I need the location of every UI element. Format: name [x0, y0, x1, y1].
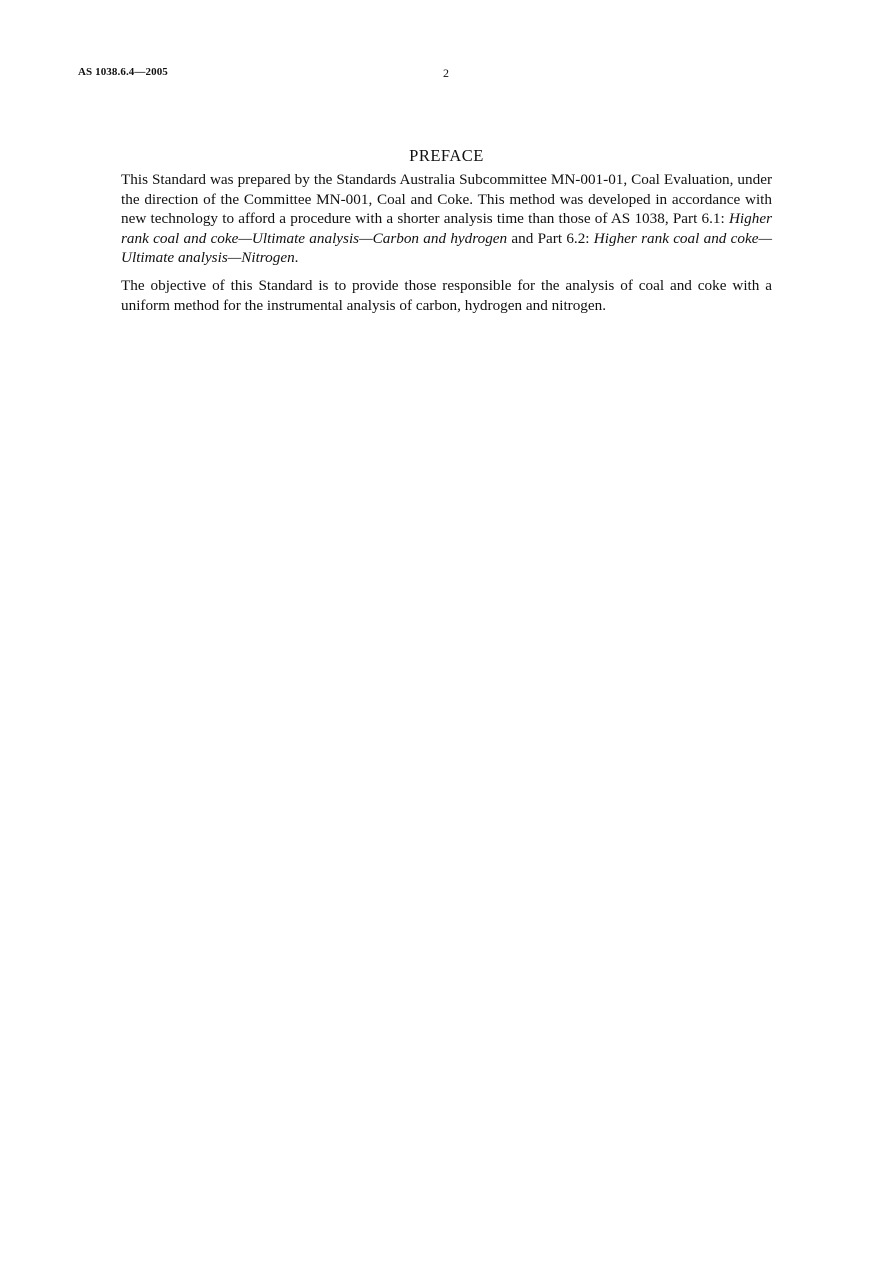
- page-number: 2: [443, 66, 449, 80]
- paragraph-1-italic-title-1: Higher rank coal and coke—Ultimate analysis—Carbon and hydrogen: [121, 210, 772, 247]
- preface-section: [121, 146, 772, 323]
- paragraph-1-text-b: and Part 6.2:: [507, 229, 594, 247]
- paragraph-1-italic-title-2: Higher rank coal and coke—Ultimate analysis—Nitrogen: [121, 229, 772, 267]
- preface-paragraph-1: [121, 170, 772, 268]
- paragraph-1-text-c: .: [294, 249, 299, 267]
- running-head-document-id: AS 1038.6.4—2005: [78, 66, 168, 78]
- paragraph-1-text-a: This Standard was prepared by the Standards Australia Subcommittee MN-001-01, Coal Evaluation, under the direction of the Committee MN-001, Coal and Coke. This method was developed in accordance with new technology to afford a procedure with a shorter analysis time than those of AS 1038, Part 6.1:: [121, 171, 772, 228]
- preface-paragraph-2: The objective of this Standard is to provide those responsible for the analysis of coal and coke with a uniform method for the instrumental analysis of carbon, hydrogen and nitrogen.: [121, 276, 772, 314]
- preface-heading: PREFACE: [409, 146, 484, 165]
